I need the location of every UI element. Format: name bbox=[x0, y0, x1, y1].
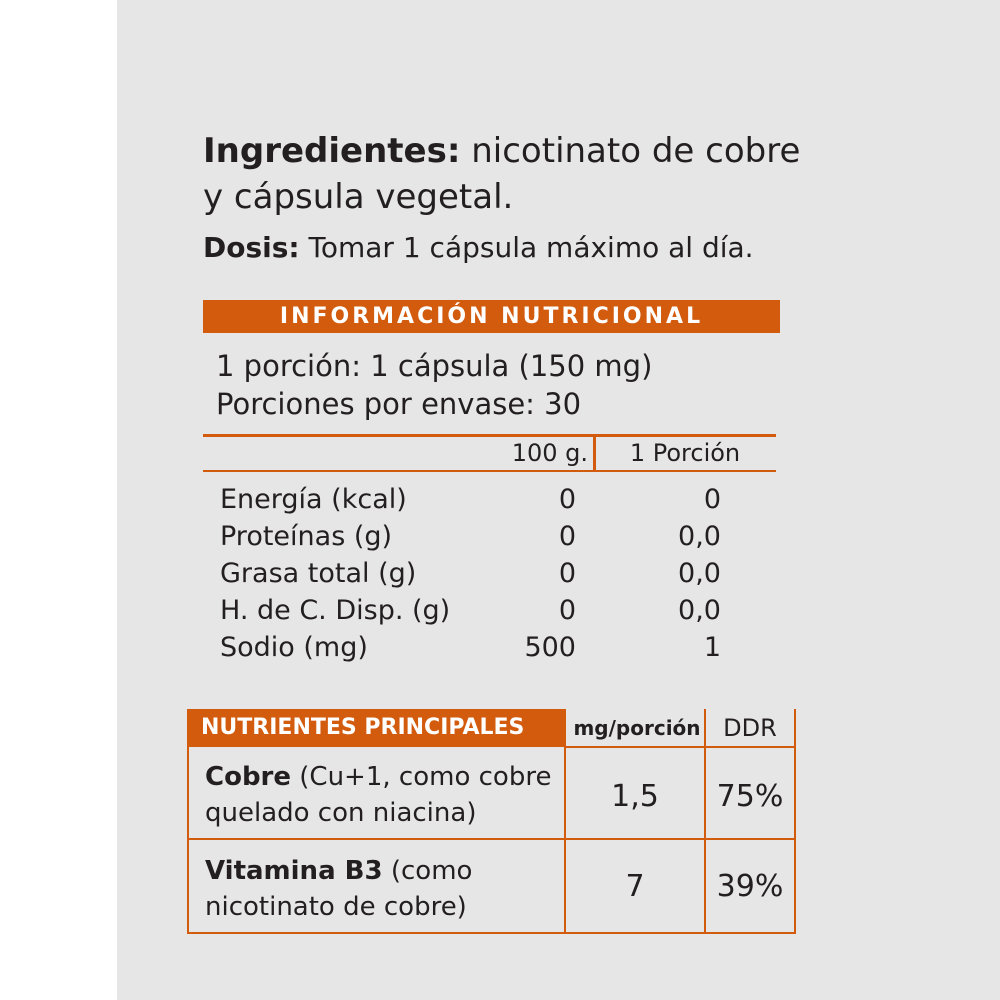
portions-per-container: Porciones por envase: 30 bbox=[216, 387, 582, 421]
table-border-left bbox=[187, 709, 189, 934]
nutrition-row-per-portion: 0,0 bbox=[678, 595, 721, 626]
nutrient-desc-line2: nicotinato de cobre) bbox=[205, 892, 467, 922]
nutrition-table-top-rule bbox=[203, 434, 776, 437]
nutrition-row-per-portion: 0 bbox=[703, 484, 721, 515]
column-header-mg: mg/porción bbox=[573, 716, 701, 740]
dosis-text bbox=[203, 229, 754, 267]
nutrition-table-column-divider bbox=[593, 434, 596, 472]
nutrition-row-label: Grasa total (g) bbox=[220, 558, 417, 589]
table-header-rule bbox=[564, 746, 796, 748]
nutrient-mg: 7 bbox=[625, 869, 645, 904]
nutrition-info-title: INFORMACIÓN NUTRICIONAL bbox=[279, 304, 704, 329]
ingredients-line2: y cápsula vegetal. bbox=[203, 177, 514, 217]
main-nutrients-header: NUTRIENTES PRINCIPALES bbox=[201, 715, 525, 740]
nutrient-name: Vitamina B3 bbox=[205, 856, 383, 886]
main-nutrients-table bbox=[187, 709, 796, 934]
nutrient-desc: (Cu+1, como cobre bbox=[291, 762, 552, 792]
column-header-portion: 1 Porción bbox=[629, 439, 741, 467]
nutrition-row-per-portion: 0,0 bbox=[678, 521, 721, 552]
nutrition-row-per-portion: 0,0 bbox=[678, 558, 721, 589]
ingredients-label: Ingredientes: bbox=[203, 131, 461, 171]
nutrition-row-label: Energía (kcal) bbox=[220, 484, 407, 515]
nutrition-row-label: Sodio (mg) bbox=[220, 632, 368, 663]
nutrition-table-header-rule bbox=[203, 470, 776, 472]
nutrition-info-title-bar bbox=[203, 300, 780, 333]
nutrition-row-label: H. de C. Disp. (g) bbox=[220, 595, 451, 626]
nutrient-desc: (como bbox=[382, 856, 473, 886]
nutrient-ddr: 39% bbox=[716, 869, 784, 904]
column-header-100g: 100 g. bbox=[511, 439, 588, 467]
nutrient-name-line1 bbox=[205, 759, 551, 795]
table-border-right bbox=[794, 709, 796, 934]
nutrition-row-per100: 500 bbox=[524, 632, 576, 663]
nutrition-row-per100: 0 bbox=[558, 484, 576, 515]
dosis-instructions: Tomar 1 cápsula máximo al día. bbox=[299, 231, 754, 264]
nutrition-row-per-portion: 1 bbox=[703, 632, 721, 663]
dosis-label: Dosis: bbox=[203, 231, 300, 264]
nutrition-row-label: Proteínas (g) bbox=[220, 521, 393, 552]
nutrition-row-per100: 0 bbox=[558, 558, 576, 589]
nutrient-ddr: 75% bbox=[716, 779, 784, 814]
nutrient-name-line1 bbox=[205, 853, 472, 889]
nutrient-mg: 1,5 bbox=[611, 779, 659, 814]
nutrition-row-per100: 0 bbox=[558, 521, 576, 552]
nutrient-name: Cobre bbox=[205, 762, 292, 792]
ingredients-text bbox=[203, 128, 800, 220]
nutrition-row-per100: 0 bbox=[558, 595, 576, 626]
column-header-ddr: DDR bbox=[723, 714, 777, 742]
main-nutrients-header-bg bbox=[187, 709, 564, 747]
ingredients-line1: nicotinato de cobre bbox=[460, 131, 801, 171]
nutrient-desc-line2: quelado con niacina) bbox=[205, 798, 477, 828]
portion-size: 1 porción: 1 cápsula (150 mg) bbox=[216, 349, 653, 383]
